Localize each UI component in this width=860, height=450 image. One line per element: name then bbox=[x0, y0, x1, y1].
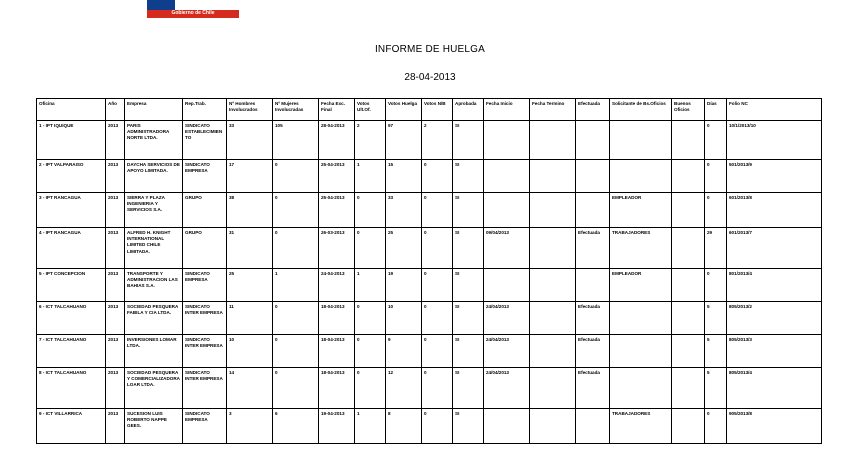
table-cell bbox=[672, 409, 705, 444]
table-cell bbox=[610, 368, 672, 409]
table-cell: DAYCHA SERVICIOS DE APOYO LIMITADA. bbox=[125, 160, 183, 193]
table-cell bbox=[484, 121, 530, 160]
table-cell: 601/2013/8 bbox=[727, 193, 822, 228]
table-cell: 24/04/2013 bbox=[484, 302, 530, 335]
table-cell: 2013 bbox=[106, 121, 125, 160]
table-cell: 17 bbox=[227, 160, 273, 193]
column-header: Rep.Trab. bbox=[183, 99, 227, 121]
table-cell: 11 bbox=[227, 302, 273, 335]
column-header: Nº Hombres Involucrados bbox=[227, 99, 273, 121]
table-cell: SI bbox=[453, 121, 484, 160]
table-cell: 9 - ICT VILLARRICA bbox=[37, 409, 106, 444]
table-cell: SI bbox=[453, 302, 484, 335]
table-cell: 24-04-2013 bbox=[319, 269, 355, 302]
table-cell: EMPLEADOR bbox=[610, 193, 672, 228]
table-cell: SI bbox=[453, 228, 484, 269]
table-cell: 1 bbox=[273, 269, 319, 302]
table-cell: 0 bbox=[273, 160, 319, 193]
table-cell: 19 bbox=[386, 269, 422, 302]
table-cell bbox=[530, 302, 576, 335]
strike-report-table bbox=[36, 98, 822, 444]
table-cell: SIERRA Y PLAZA INGENIERIA Y SERVICIOS S.A. bbox=[125, 193, 183, 228]
table-cell: 2013 bbox=[106, 193, 125, 228]
table-cell: 97 bbox=[386, 121, 422, 160]
table-cell: 0 bbox=[273, 335, 319, 368]
table-cell: SINDICATO EMPRESA bbox=[183, 269, 227, 302]
table-cell: SINDICATO EMPRESA bbox=[183, 409, 227, 444]
table-cell: SINDICATO ESTABLECIMIENTO bbox=[183, 121, 227, 160]
table-cell: 2013 bbox=[106, 269, 125, 302]
table-cell bbox=[484, 269, 530, 302]
table-cell: 10/1/2013/10 bbox=[727, 121, 822, 160]
table-cell: SINDICATO INTER EMPRESA bbox=[183, 302, 227, 335]
table-cell bbox=[576, 121, 610, 160]
table-cell: GRUPO bbox=[183, 228, 227, 269]
table-cell: SINDICATO INTER EMPRESA bbox=[183, 335, 227, 368]
table-cell: 0 bbox=[273, 193, 319, 228]
table-cell: 2013 bbox=[106, 409, 125, 444]
table-row bbox=[37, 409, 822, 444]
table-cell: 2013 bbox=[106, 302, 125, 335]
table-cell: 501/2013/9 bbox=[727, 160, 822, 193]
table-cell bbox=[484, 409, 530, 444]
table-cell bbox=[672, 335, 705, 368]
table-cell: 0 bbox=[705, 121, 727, 160]
table-row bbox=[37, 121, 822, 160]
table-cell: 33 bbox=[386, 193, 422, 228]
table-cell: 09/04/2013 bbox=[484, 228, 530, 269]
table-cell bbox=[530, 160, 576, 193]
table-cell: Efectuada bbox=[576, 335, 610, 368]
table-cell: SI bbox=[453, 269, 484, 302]
table-cell: TRABAJADORES bbox=[610, 228, 672, 269]
table-cell: SI bbox=[453, 409, 484, 444]
table-cell: EMPLEADOR bbox=[610, 269, 672, 302]
table-cell: ALFRED H. KNIGHT INTERNATIONAL LIMITED CHILE LIMITADA. bbox=[125, 228, 183, 269]
table-cell: 31 bbox=[227, 228, 273, 269]
table-cell: 0 bbox=[705, 193, 727, 228]
column-header: Fecha Inicio bbox=[484, 99, 530, 121]
column-header: Votos Ult.Of. bbox=[355, 99, 386, 121]
table-cell: 0 bbox=[273, 368, 319, 409]
logo-text: Gobierno de Chile bbox=[171, 10, 215, 16]
column-header: Nº Mujeres Involucradas bbox=[273, 99, 319, 121]
table-cell: 2013 bbox=[106, 228, 125, 269]
table-cell: 7 - ICT TALCAHUANO bbox=[37, 335, 106, 368]
table-cell: 6 bbox=[273, 409, 319, 444]
table-cell: 25-04-2013 bbox=[319, 193, 355, 228]
column-header: Fecha Termino bbox=[530, 99, 576, 121]
table-cell: SI bbox=[453, 160, 484, 193]
table-cell: 26-03-2013 bbox=[319, 228, 355, 269]
table-cell: 33 bbox=[227, 121, 273, 160]
table-cell bbox=[530, 121, 576, 160]
table-cell bbox=[576, 160, 610, 193]
column-header: Folio NC bbox=[727, 99, 822, 121]
table-cell: 0 bbox=[422, 335, 453, 368]
table-cell: 29 bbox=[705, 228, 727, 269]
table-cell: 25 bbox=[386, 228, 422, 269]
table-cell: 19-04-2013 bbox=[319, 409, 355, 444]
table-cell: 801/2013/4 bbox=[727, 269, 822, 302]
table-cell: 3 bbox=[227, 409, 273, 444]
table-row bbox=[37, 160, 822, 193]
table-cell: 805/2013/2 bbox=[727, 302, 822, 335]
table-cell: 1 bbox=[355, 409, 386, 444]
column-header: Solicitante de Bs.Oficios bbox=[610, 99, 672, 121]
gobierno-de-chile-logo bbox=[147, 0, 239, 16]
table-cell: SI bbox=[453, 335, 484, 368]
table-cell: 25 bbox=[227, 269, 273, 302]
table-cell: 805/2013/4 bbox=[727, 368, 822, 409]
table-row bbox=[37, 269, 822, 302]
table-row bbox=[37, 335, 822, 368]
table-cell: 0 bbox=[273, 228, 319, 269]
table-cell: TRANSPORTE Y ADMINISTRACION LAS BAHIAS S.A. bbox=[125, 269, 183, 302]
column-header: Aprobada bbox=[453, 99, 484, 121]
table-cell: 18-04-2013 bbox=[319, 368, 355, 409]
table-cell: 0 bbox=[422, 193, 453, 228]
table-cell: GRUPO bbox=[183, 193, 227, 228]
table-header-row bbox=[37, 99, 822, 121]
table-cell: 25-04-2013 bbox=[319, 160, 355, 193]
table-cell: SI bbox=[453, 368, 484, 409]
table-cell: 38 bbox=[227, 193, 273, 228]
table-cell: 3 - IPT RANCAGUA bbox=[37, 193, 106, 228]
table-cell bbox=[672, 193, 705, 228]
table-cell: 4 - IPT RANCAGUA bbox=[37, 228, 106, 269]
table-cell: SINDICATO EMPRESA bbox=[183, 160, 227, 193]
table-cell: 9 bbox=[386, 335, 422, 368]
table-cell: 0 bbox=[422, 228, 453, 269]
table-cell: 1 - IPT IQUIQUE bbox=[37, 121, 106, 160]
table-cell: 5 - IPT CONCEPCION bbox=[37, 269, 106, 302]
column-header: Votos Huelga bbox=[386, 99, 422, 121]
table-cell bbox=[530, 193, 576, 228]
table-cell bbox=[484, 193, 530, 228]
table-cell: 18-04-2013 bbox=[319, 302, 355, 335]
table-cell bbox=[484, 160, 530, 193]
table-cell bbox=[610, 302, 672, 335]
table-cell bbox=[672, 121, 705, 160]
table-cell: 2013 bbox=[106, 160, 125, 193]
table-cell bbox=[530, 269, 576, 302]
report-date: 28-04-2013 bbox=[404, 72, 456, 83]
table-cell: Efectuada bbox=[576, 228, 610, 269]
table-cell: 0 bbox=[355, 302, 386, 335]
table-cell: 2013 bbox=[106, 368, 125, 409]
table-cell: 105 bbox=[273, 121, 319, 160]
table-cell bbox=[576, 193, 610, 228]
table-cell: 805/2013/3 bbox=[727, 335, 822, 368]
table-row bbox=[37, 302, 822, 335]
table-cell: 0 bbox=[422, 409, 453, 444]
table-cell: 12 bbox=[386, 368, 422, 409]
table-cell bbox=[530, 409, 576, 444]
table-cell: 601/2013/7 bbox=[727, 228, 822, 269]
table-cell: 1 bbox=[355, 160, 386, 193]
table-cell bbox=[576, 269, 610, 302]
table-cell: Efectuada bbox=[576, 302, 610, 335]
table-cell: 0 bbox=[355, 228, 386, 269]
table-cell bbox=[672, 368, 705, 409]
table-cell: 24/04/2013 bbox=[484, 368, 530, 409]
table-cell: 905/2013/8 bbox=[727, 409, 822, 444]
column-header: Empresa bbox=[125, 99, 183, 121]
table-cell: 0 bbox=[273, 302, 319, 335]
table-cell: SI bbox=[453, 193, 484, 228]
table-cell: 5 bbox=[705, 368, 727, 409]
column-header: Año bbox=[106, 99, 125, 121]
table-cell: 0 bbox=[705, 269, 727, 302]
table-cell: TRABAJADORES bbox=[610, 409, 672, 444]
table-cell: 18-04-2013 bbox=[319, 335, 355, 368]
table-cell bbox=[672, 302, 705, 335]
column-header: Días bbox=[705, 99, 727, 121]
table-cell: 0 bbox=[422, 302, 453, 335]
table-cell bbox=[530, 228, 576, 269]
table-cell bbox=[610, 160, 672, 193]
table-cell: 0 bbox=[355, 335, 386, 368]
column-header: Buenos Oficios bbox=[672, 99, 705, 121]
table-cell: 28-04-2013 bbox=[319, 121, 355, 160]
table-cell bbox=[672, 160, 705, 193]
column-header: Votos N/B bbox=[422, 99, 453, 121]
column-header: Efectuada bbox=[576, 99, 610, 121]
table-cell: 2 bbox=[422, 121, 453, 160]
table-cell: SINDICATO INTER EMPRESA bbox=[183, 368, 227, 409]
table-cell: Efectuada bbox=[576, 368, 610, 409]
column-header: Fecha Exc. Final bbox=[319, 99, 355, 121]
table-cell: 5 bbox=[705, 302, 727, 335]
table-cell: 24/04/2013 bbox=[484, 335, 530, 368]
table-cell: 8 - ICT TALCAHUANO bbox=[37, 368, 106, 409]
table-cell: 15 bbox=[386, 160, 422, 193]
table-cell: PARIS ADMINISTRADORA NORTE LTDA. bbox=[125, 121, 183, 160]
table-cell: 5 bbox=[705, 335, 727, 368]
table-row bbox=[37, 368, 822, 409]
column-header: Oficina bbox=[37, 99, 106, 121]
table-cell: 8 bbox=[386, 409, 422, 444]
table-cell: 0 bbox=[422, 269, 453, 302]
table-cell: 0 bbox=[355, 193, 386, 228]
table-cell: 10 bbox=[227, 335, 273, 368]
table-row bbox=[37, 228, 822, 269]
table-cell: 1 bbox=[355, 269, 386, 302]
table-cell: INVERSIONES LOMAR LTDA. bbox=[125, 335, 183, 368]
table-cell: 2013 bbox=[106, 335, 125, 368]
table-cell bbox=[672, 269, 705, 302]
table-cell bbox=[530, 368, 576, 409]
table-cell: 0 bbox=[422, 368, 453, 409]
table-cell bbox=[610, 121, 672, 160]
table-cell: SUCESION LUIS ROBERTO NAPPE GEES. bbox=[125, 409, 183, 444]
table-cell: 2 - IPT VALPARAISO bbox=[37, 160, 106, 193]
table-cell: 0 bbox=[705, 160, 727, 193]
table-cell: 2 bbox=[355, 121, 386, 160]
table-cell: 0 bbox=[422, 160, 453, 193]
table-row bbox=[37, 193, 822, 228]
table-cell: SOCIEDAD PESQUERA FABILA Y CIA LTDA. bbox=[125, 302, 183, 335]
table-cell: 10 bbox=[386, 302, 422, 335]
table-cell bbox=[576, 409, 610, 444]
table-cell: 6 - ICT TALCAHUANO bbox=[37, 302, 106, 335]
table-cell: 14 bbox=[227, 368, 273, 409]
table-cell: 0 bbox=[355, 368, 386, 409]
table-cell bbox=[672, 228, 705, 269]
report-title: INFORME DE HUELGA bbox=[374, 44, 486, 55]
table-cell: 0 bbox=[705, 409, 727, 444]
table-cell bbox=[610, 335, 672, 368]
table-cell bbox=[530, 335, 576, 368]
table-cell: SOCIEDAD PESQUERA Y COMERCIALIZADORA LOAR LTDA. bbox=[125, 368, 183, 409]
